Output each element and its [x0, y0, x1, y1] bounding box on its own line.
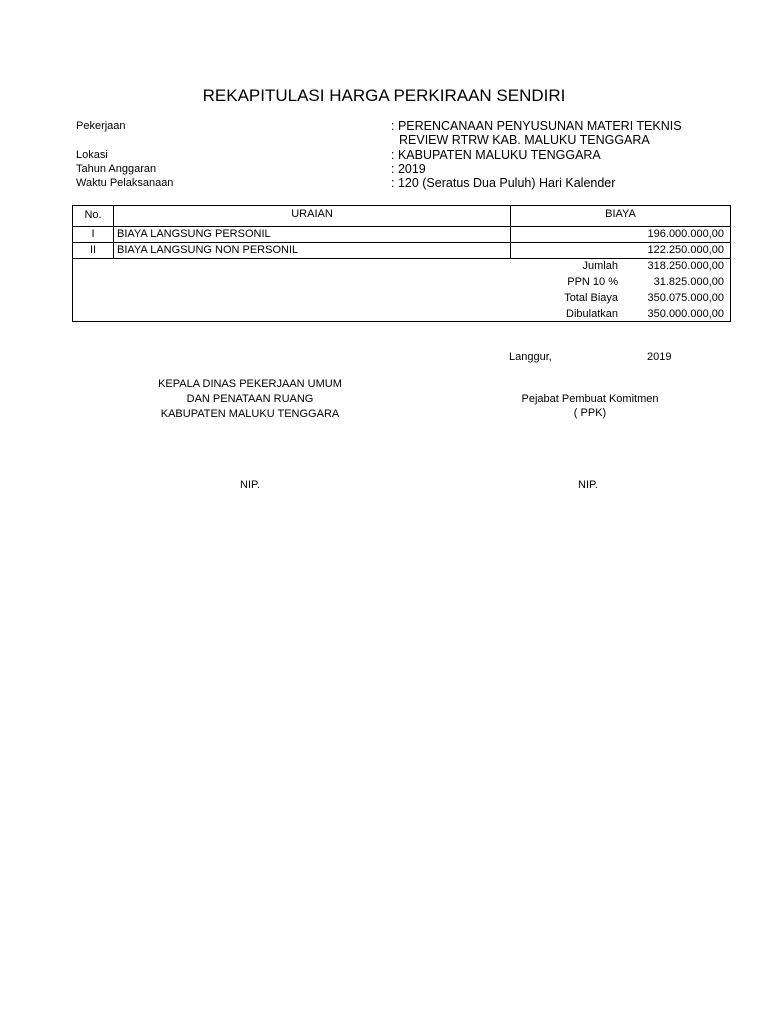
table-header-biaya: BIAYA — [605, 208, 636, 220]
table-header-no: No. — [84, 209, 102, 221]
lokasi-label: Lokasi — [76, 149, 108, 161]
row-no: II — [89, 244, 97, 256]
right-signatory-line2: ( PPK) — [573, 407, 607, 419]
summary-label: PPN 10 % — [567, 276, 618, 288]
row-biaya: 196.000.000,00 — [647, 228, 724, 240]
summary-label: Jumlah — [582, 260, 618, 272]
pekerjaan-value-line1: : PERENCANAAN PENYUSUNAN MATERI TEKNIS — [391, 119, 682, 133]
left-signatory-line2: DAN PENATAAN RUANG — [186, 393, 314, 405]
left-signatory-line1: KEPALA DINAS PEKERJAAN UMUM — [158, 378, 342, 390]
summary-label: Total Biaya — [564, 292, 618, 304]
document-title: REKAPITULASI HARGA PERKIRAAN SENDIRI — [202, 86, 566, 105]
summary-value: 350.075.000,00 — [647, 292, 724, 304]
summary-value: 350.000.000,00 — [647, 308, 724, 320]
row-biaya: 122.250.000,00 — [647, 244, 724, 256]
left-signatory-nip: NIP. — [240, 479, 260, 491]
cost-table — [72, 205, 731, 322]
table-row-divider — [73, 258, 730, 259]
summary-value: 31.825.000,00 — [653, 276, 724, 288]
table-header-uraian: URAIAN — [291, 208, 333, 220]
row-no: I — [91, 228, 95, 240]
pekerjaan-label: Pekerjaan — [76, 120, 126, 132]
waktu-label: Waktu Pelaksanaan — [76, 177, 174, 189]
lokasi-value: : KABUPATEN MALUKU TENGGARA — [391, 148, 601, 162]
pekerjaan-value-line2: REVIEW RTRW KAB. MALUKU TENGGARA — [399, 133, 650, 147]
right-signatory-nip: NIP. — [578, 479, 598, 491]
left-signatory-line3: KABUPATEN MALUKU TENGGARA — [160, 408, 340, 420]
summary-value: 318.250.000,00 — [647, 260, 724, 272]
waktu-value: : 120 (Seratus Dua Puluh) Hari Kalender — [391, 176, 616, 190]
row-uraian: BIAYA LANGSUNG NON PERSONIL — [117, 244, 299, 256]
right-signatory-line1: Pejabat Pembuat Komitmen — [521, 393, 659, 405]
tahun-label: Tahun Anggaran — [76, 163, 157, 175]
place-label: Langgur, — [509, 351, 552, 363]
table-header-divider — [73, 226, 730, 227]
row-uraian: BIAYA LANGSUNG PERSONIL — [117, 228, 271, 240]
date-year: 2019 — [647, 351, 672, 363]
tahun-value: : 2019 — [391, 162, 426, 176]
table-row-divider — [73, 242, 730, 243]
summary-label: Dibulatkan — [566, 308, 618, 320]
